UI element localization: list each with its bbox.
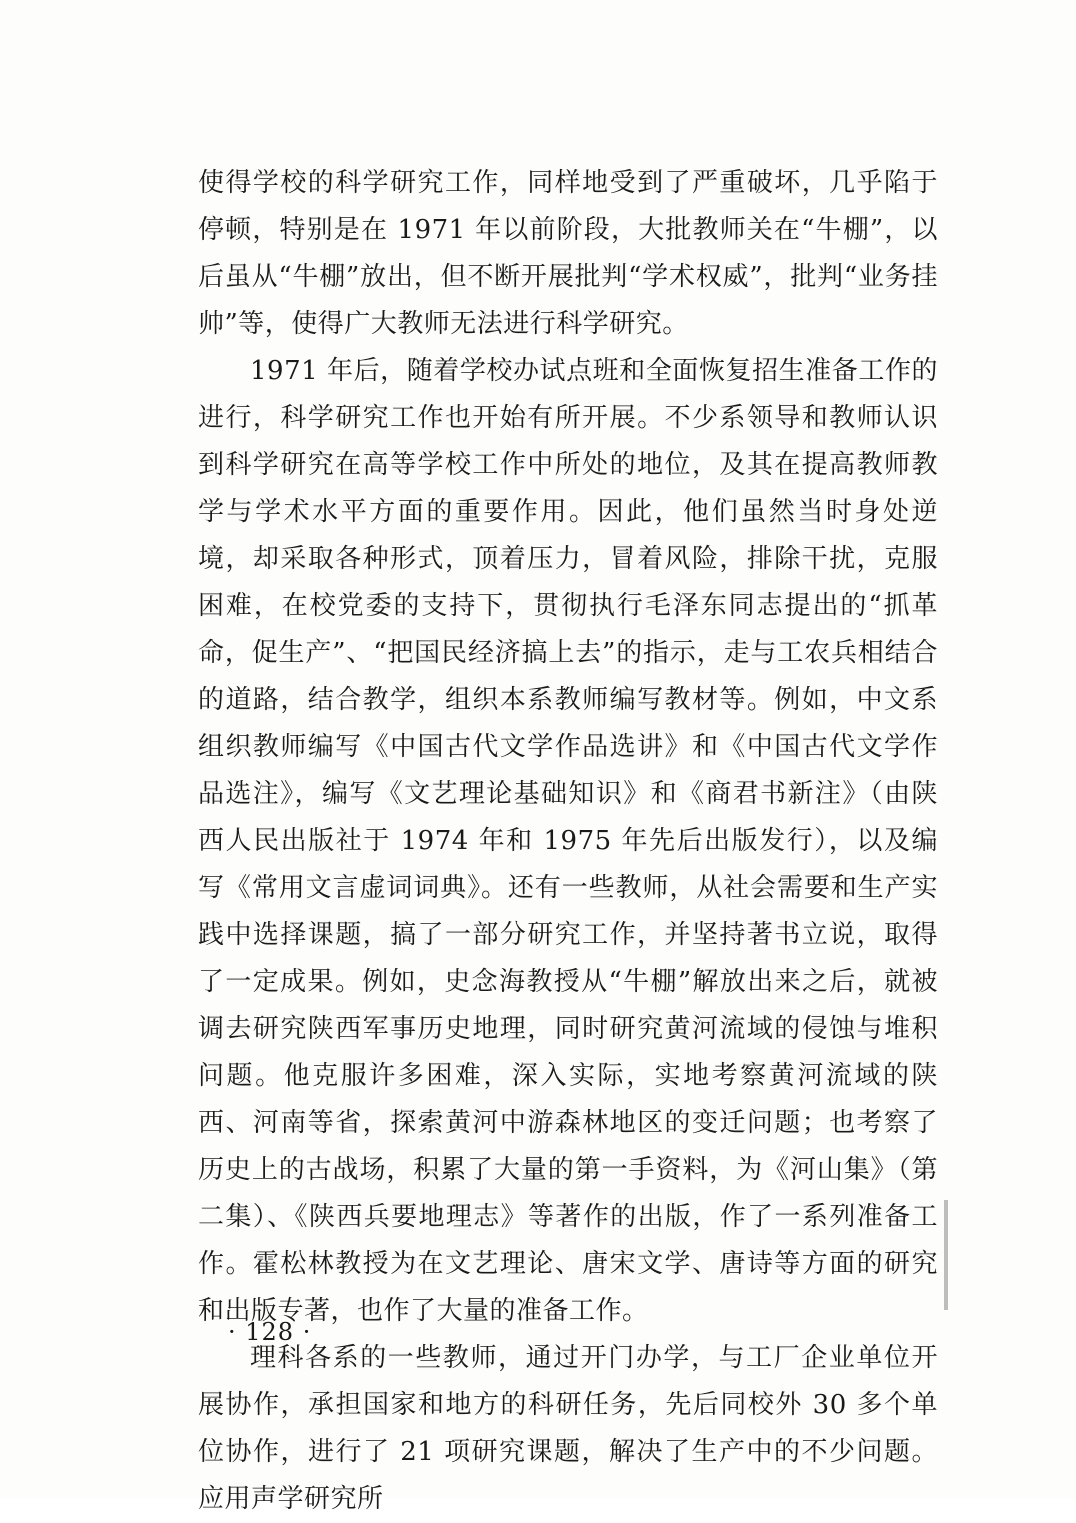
scan-edge-mark: [944, 1200, 948, 1310]
paragraph-science-departments: 理科各系的一些教师，通过开门办学，与工厂企业单位开展协作，承担国家和地方的科研任务，先后同校外 30 多个单位协作，进行了 21 项研究课题，解决了生产中的不少问题。应用声学研究所: [198, 1343, 938, 1514]
page-number: · 128 ·: [228, 1318, 312, 1346]
paragraph-1971-research: 1971 年后，随着学校办试点班和全面恢复招生准备工作的进行，科学研究工作也开始有所开展。不少系领导和教师认识到科学研究在高等学校工作中所处的地位，及其在提高教师教学与学术水平方面的重要作用。因此，他们虽然当时身处逆境，却采取各种形式，顶着压力，冒着风险，排除干扰，克服困难，在校党委的支持下，贯彻执行毛泽东同志提出的“抓革命，促生产”、“把国民经济搞上去”的指示，走与工农兵相结合的道路，结合教学，组织本系教师编写教材等。例如，中文系组织教师编写《中国古代文学作品选讲》和《中国古代文学作品选注》，编写《文艺理论基础知识》和《商君书新注》（由陕西人民出版社于 1974 年和 1975 年先后出版发行），以及编写《常用文言虚词词典》。还有一些教师，从社会需要和生产实践中选择课题，搞了一部分研究工作，并坚持著书立说，取得了一定成果。例如，史念海教授从“牛棚”解放出来之后，就被调去研究陕西军事历史地理，同时研究黄河流域的侵蚀与堆积问题。他克服许多困难，深入实际，实地考察黄河流域的陕西、河南等省，探索黄河中游森林地区的变迁问题；也考察了历史上的古战场，积累了大量的第一手资料，为《河山集》（第二集）、《陕西兵要地理志》等著作的出版，作了一系列准备工作。霍松林教授为在文艺理论、唐宋文学、唐诗等方面的研究和出版专著，也作了大量的准备工作。: [198, 356, 938, 1326]
paragraph-continued: 使得学校的科学研究工作，同样地受到了严重破坏，几乎陷于停顿，特别是在 1971 年以前阶段，大批教师关在“牛棚”，以后虽从“牛棚”放出，但不断开展批判“学术权威”，批判“业务挂帅”等，使得广大教师无法进行科学研究。: [198, 168, 938, 339]
